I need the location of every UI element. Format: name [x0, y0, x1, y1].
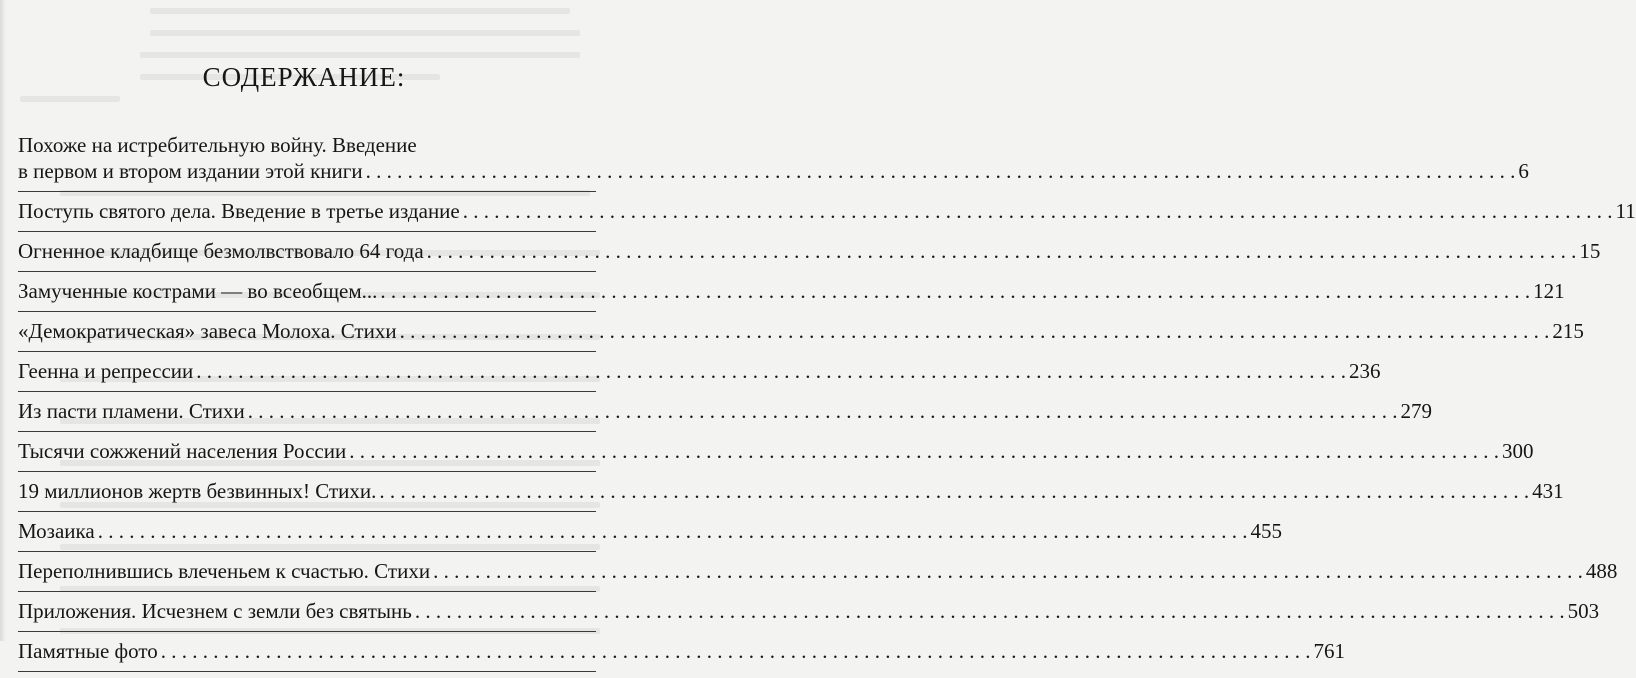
- toc-entry-title: Замученные кострами — во всеобщем...: [18, 279, 378, 303]
- toc-entry-page: 455: [1250, 519, 1282, 543]
- dot-leader: [349, 438, 1499, 464]
- toc-entry-page: 6: [1518, 159, 1529, 183]
- dot-leader: [98, 518, 1248, 544]
- divider: [18, 231, 596, 232]
- dot-leader: [248, 398, 1398, 424]
- divider: [18, 671, 596, 672]
- dot-leader: [463, 198, 1613, 224]
- toc-entry-9[interactable]: [18, 478, 1564, 504]
- toc-entry-title: Из пасти пламени. Стихи: [18, 399, 245, 423]
- toc-entry-title: Приложения. Исчезнем с земли без святынь: [18, 599, 412, 623]
- dot-leader: [415, 598, 1565, 624]
- dot-leader: [196, 358, 1346, 384]
- toc-entry-page: 300: [1501, 439, 1534, 463]
- toc-entry-page: 215: [1552, 319, 1584, 343]
- page-gutter-shadow: [0, 0, 6, 641]
- toc-entry-title: Поступь святого дела. Введение в третье издание: [18, 199, 460, 223]
- divider: [18, 631, 596, 632]
- divider: [18, 551, 596, 552]
- toc-entry-5[interactable]: [18, 318, 1584, 344]
- toc-entry-page: 503: [1567, 599, 1600, 623]
- toc-entry-6[interactable]: [18, 358, 1381, 384]
- toc-entry-title: в первом и втором издании этой книги: [18, 159, 363, 183]
- dot-leader: [379, 478, 1529, 504]
- dot-leader: [427, 238, 1577, 264]
- toc-entry-title: Памятные фото: [18, 639, 158, 663]
- toc-entry-12[interactable]: [18, 598, 1600, 624]
- toc-entry-11[interactable]: [18, 558, 1618, 584]
- divider: [18, 311, 596, 312]
- toc-entry-title-line1: Похоже на истребительную войну. Введение: [18, 133, 417, 157]
- divider: [18, 271, 596, 272]
- toc-entry-page: 11: [1615, 199, 1636, 223]
- toc-entry-13[interactable]: [18, 638, 1346, 664]
- divider: [18, 471, 596, 472]
- toc-entry-page: 236: [1349, 359, 1381, 383]
- divider: [18, 511, 596, 512]
- table-of-contents: [18, 132, 1636, 678]
- divider: [18, 191, 596, 192]
- toc-entry-1[interactable]: [18, 132, 1529, 184]
- dot-leader: [366, 158, 1516, 184]
- toc-entry-title: Тысячи сожжений населения России: [18, 439, 347, 463]
- divider: [18, 391, 596, 392]
- dot-leader: [380, 278, 1530, 304]
- toc-entry-7[interactable]: [18, 398, 1433, 424]
- toc-entry-2[interactable]: [18, 198, 1636, 224]
- toc-entry-4[interactable]: [18, 278, 1565, 304]
- toc-entry-title: «Демократическая» завеса Молоха. Стихи: [18, 319, 397, 343]
- dot-leader: [161, 638, 1311, 664]
- divider: [18, 591, 596, 592]
- toc-entry-title: Мозаика: [18, 519, 95, 543]
- toc-entry-10[interactable]: [18, 518, 1282, 544]
- toc-entry-title: 19 миллионов жертв безвинных! Стихи.: [18, 479, 377, 503]
- toc-entry-8[interactable]: [18, 438, 1534, 464]
- dot-leader: [400, 318, 1550, 344]
- toc-heading: СОДЕРЖАНИЕ:: [202, 62, 406, 92]
- toc-entry-title: Геенна и репрессии: [18, 359, 194, 383]
- toc-entry-page: 121: [1533, 279, 1565, 303]
- dot-leader: [433, 558, 1583, 584]
- toc-entry-page: 431: [1532, 479, 1564, 503]
- toc-entry-page: 761: [1313, 639, 1346, 663]
- toc-entry-title: Огненное кладбище безмолвствовало 64 года: [18, 239, 424, 263]
- toc-entry-title: Переполнившись влеченьем к счастью. Стихи: [18, 559, 431, 583]
- divider: [18, 431, 596, 432]
- toc-entry-page: 279: [1400, 399, 1433, 423]
- toc-entry-page: 15: [1579, 239, 1601, 263]
- divider: [18, 351, 596, 352]
- toc-entry-3[interactable]: [18, 238, 1601, 264]
- toc-entry-page: 488: [1585, 559, 1618, 583]
